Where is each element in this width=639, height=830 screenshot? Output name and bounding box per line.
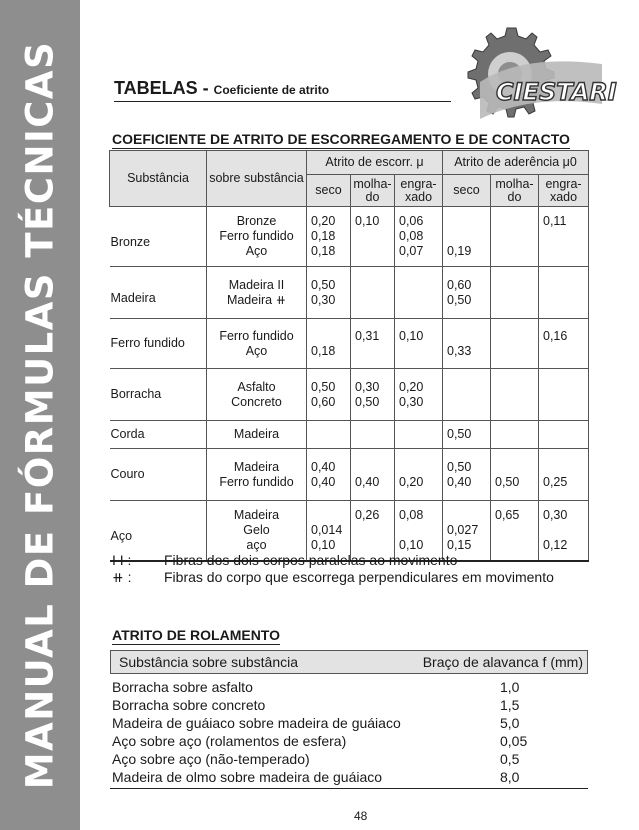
over-substance: Bronze: [236, 214, 277, 228]
slide-wet-cell: [351, 319, 395, 369]
coefficient-value: [495, 214, 536, 229]
friction-row: [110, 319, 589, 369]
over-substance: Gelo: [243, 522, 270, 537]
group-adhesion-friction: Atrito de aderência μ0: [443, 151, 589, 175]
legend-row: [112, 569, 554, 586]
coefficient-value: [399, 427, 440, 442]
header-rule: [114, 101, 451, 102]
friction-table: [109, 150, 589, 562]
over-substance: Concreto: [231, 394, 282, 409]
coefficient-value: 0,60: [311, 394, 336, 409]
sub-wet: molha-do: [491, 175, 539, 207]
coefficient-value: 0,10: [311, 537, 336, 552]
rolling-value: 8,0: [500, 769, 520, 785]
coefficient-value: [543, 460, 586, 475]
coefficient-value: [495, 278, 536, 293]
coefficient-value: 0,50: [447, 459, 472, 474]
coefficient-value: [495, 380, 536, 395]
legend-text: Fibras do corpo que escorrega perpendiculares em movimento: [164, 569, 554, 585]
coefficient-value: [543, 523, 586, 538]
coefficient-value: 0,31: [355, 328, 380, 343]
manual-title: MANUAL DE FÓRMULAS TÉCNICAS: [18, 40, 62, 790]
coefficient-value: [311, 329, 348, 344]
coefficient-value: [355, 278, 392, 293]
coefficient-value: 0,20: [311, 214, 336, 228]
coefficient-value: 0,18: [311, 244, 336, 258]
fiber-legend: [112, 552, 554, 586]
col-substance: Substância: [110, 151, 207, 207]
coefficient-value: [399, 278, 440, 293]
slide-dry-cell: [307, 267, 351, 319]
legend-text: Fibras dos dois corpos paralelas ao movimento: [164, 552, 458, 568]
coefficient-value: [399, 293, 440, 308]
over-substance: Madeira: [233, 459, 280, 474]
slide-dry-cell: [307, 207, 351, 267]
over-substance-cell: [207, 267, 307, 319]
coefficient-value: [495, 460, 536, 475]
over-substance: Aço: [245, 343, 268, 358]
coefficient-value: 0,20: [399, 379, 424, 394]
friction-row: [110, 449, 589, 501]
rolling-row: [110, 750, 588, 768]
rolling-col-substance: Substância sobre substância: [119, 654, 298, 670]
slide-dry-cell: [307, 369, 351, 421]
friction-row: [110, 267, 589, 319]
adh-dry-cell: [443, 421, 491, 449]
coefficient-value: [447, 214, 488, 229]
rolling-row: [110, 678, 588, 696]
coefficient-value: [447, 395, 488, 410]
adh-dry-cell: [443, 369, 491, 421]
adh-wet-cell: [491, 319, 539, 369]
coefficient-value: 0,40: [355, 474, 380, 489]
section-header: [114, 78, 329, 99]
cestari-logo: [452, 24, 617, 134]
coefficient-value: [355, 229, 392, 244]
rolling-value: 5,0: [500, 715, 520, 731]
coefficient-value: 0,027: [447, 522, 479, 537]
coefficient-value: 0,30: [355, 379, 380, 394]
coefficient-value: [543, 278, 586, 293]
rolling-row: [110, 714, 588, 732]
rolling-header: [110, 650, 588, 674]
coefficient-value: 0,014: [311, 522, 343, 537]
substance-cell: Madeira: [110, 267, 207, 319]
adh-wet-cell: [491, 369, 539, 421]
adh-wet-cell: [491, 421, 539, 449]
coefficient-value: [399, 344, 440, 359]
rolling-value: 0,5: [500, 751, 520, 767]
coefficient-value: 0,65: [495, 507, 520, 522]
adh-greased-cell: [539, 449, 589, 501]
coefficient-value: [355, 460, 392, 475]
coefficient-value: [355, 427, 392, 442]
over-substance: Aço: [245, 244, 268, 258]
coefficient-value: 0,50: [311, 379, 336, 394]
coefficient-value: [495, 229, 536, 244]
sub-wet: molha-do: [351, 175, 395, 207]
coefficient-value: 0,06: [399, 214, 424, 228]
slide-dry-cell: [307, 449, 351, 501]
coefficient-value: 0,10: [399, 537, 424, 552]
coefficient-value: 0,40: [447, 474, 472, 489]
over-substance: Madeira ⧺: [226, 292, 287, 307]
coefficient-value: [543, 229, 586, 244]
slide-greased-cell: [395, 421, 443, 449]
rolling-substance: Aço sobre aço (não-temperado): [112, 751, 310, 767]
coefficient-value: [495, 244, 536, 259]
coefficient-value: 0,40: [311, 459, 336, 474]
header-title: TABELAS -: [114, 78, 214, 98]
coefficient-value: 0,26: [355, 507, 380, 522]
slide-greased-cell: [395, 207, 443, 267]
coefficient-value: [311, 508, 348, 523]
coefficient-value: [543, 427, 586, 442]
page-number: 48: [354, 809, 368, 823]
slide-wet-cell: [351, 369, 395, 421]
coefficient-value: [399, 460, 440, 475]
coefficient-value: [355, 523, 392, 538]
perpendicular-fiber-symbol: ⧺ :: [112, 569, 132, 585]
substance-cell: Borracha: [110, 369, 207, 421]
adh-wet-cell: [491, 449, 539, 501]
coefficient-value: 0,08: [399, 507, 424, 522]
logo-wordmark: CIESTARI: [496, 78, 617, 106]
over-substance-cell: [207, 319, 307, 369]
coefficient-value: 0,12: [543, 537, 568, 552]
adh-greased-cell: [539, 369, 589, 421]
friction-row: [110, 421, 589, 449]
rolling-row: [110, 696, 588, 714]
adh-dry-cell: [443, 449, 491, 501]
adh-greased-cell: [539, 207, 589, 267]
over-substance: aço: [246, 537, 267, 552]
over-substance: Ferro fundido: [219, 229, 294, 243]
coefficient-value: [495, 329, 536, 344]
over-substance-cell: [207, 421, 307, 449]
coefficient-value: 0,33: [447, 343, 472, 358]
coefficient-value: [311, 427, 348, 442]
coefficient-value: [543, 380, 586, 395]
coefficient-value: 0,18: [311, 229, 336, 243]
adh-wet-cell: [491, 207, 539, 267]
over-substance: Madeira: [233, 507, 280, 522]
rolling-bottom-rule: [110, 788, 588, 789]
coefficient-value: [355, 293, 392, 308]
coefficient-value: 0,60: [447, 277, 472, 292]
adh-greased-cell: [539, 319, 589, 369]
slide-greased-cell: [395, 319, 443, 369]
rolling-table: [110, 650, 588, 789]
adh-greased-cell: [539, 421, 589, 449]
rolling-row: [110, 732, 588, 750]
coefficient-value: [543, 344, 586, 359]
coefficient-value: [543, 244, 586, 259]
rolling-title: ATRITO DE ROLAMENTO: [112, 627, 280, 643]
legend-row: [112, 552, 554, 569]
coefficient-value: 0,50: [447, 292, 472, 307]
coefficient-value: 0,20: [399, 474, 424, 489]
slide-dry-cell: [307, 319, 351, 369]
substance-cell: Bronze: [110, 207, 207, 267]
over-substance: Ferro fundido: [219, 328, 294, 343]
coefficient-value: 0,10: [399, 328, 424, 343]
adh-dry-cell: [443, 267, 491, 319]
coefficient-value: 0,08: [399, 229, 424, 243]
over-substance: Asfalto: [237, 379, 276, 394]
coefficient-value: [447, 380, 488, 395]
substance-cell: Corda: [110, 421, 207, 449]
slide-wet-cell: [351, 421, 395, 449]
coefficient-value: 0,50: [495, 474, 520, 489]
coefficient-value: 0,18: [311, 343, 336, 358]
coefficient-value: 0,30: [399, 394, 424, 409]
coefficient-value: 0,16: [543, 328, 568, 343]
slide-wet-cell: [351, 267, 395, 319]
coefficient-value: [355, 344, 392, 359]
col-over-substance: sobre substância: [207, 151, 307, 207]
over-substance: Madeira: [233, 427, 280, 441]
over-substance-cell: [207, 369, 307, 421]
adh-greased-cell: [539, 267, 589, 319]
adh-wet-cell: [491, 267, 539, 319]
rolling-value: 1,5: [500, 697, 520, 713]
side-band: [0, 0, 80, 830]
coefficient-value: 0,30: [311, 292, 336, 307]
coefficient-value: [355, 244, 392, 259]
rolling-col-lever: Braço de alavanca f (mm): [422, 654, 583, 670]
substance-cell: Aço: [110, 501, 207, 561]
group-sliding-friction: Atrito de escorr. μ: [307, 151, 443, 175]
coefficient-value: 0,10: [355, 214, 380, 228]
coefficient-value: [447, 508, 488, 523]
sub-greased: engra-xado: [539, 175, 589, 207]
coefficient-value: 0,50: [311, 277, 336, 292]
rolling-substance: Madeira de olmo sobre madeira de guáiaco: [112, 769, 383, 785]
slide-wet-cell: [351, 207, 395, 267]
coefficient-value: 0,19: [447, 244, 472, 258]
coefficient-value: [355, 538, 392, 553]
coefficient-value: 0,15: [447, 537, 472, 552]
slide-greased-cell: [395, 369, 443, 421]
coefficient-value: 0,25: [543, 474, 568, 489]
friction-row: [110, 369, 589, 421]
coefficient-value: 0,50: [447, 427, 472, 441]
over-substance-cell: [207, 207, 307, 267]
sub-greased: engra-xado: [395, 175, 443, 207]
coefficient-value: [399, 523, 440, 538]
over-substance: Madeira II: [228, 277, 285, 292]
rolling-value: 0,05: [500, 733, 528, 749]
friction-row: [110, 207, 589, 267]
substance-cell: Ferro fundido: [110, 319, 207, 369]
coefficient-value: 0,30: [543, 507, 568, 522]
slide-dry-cell: [307, 421, 351, 449]
slide-greased-cell: [395, 449, 443, 501]
coefficient-value: [543, 293, 586, 308]
header-subtitle: Coeficiente de atrito: [213, 83, 330, 97]
over-substance-cell: [207, 449, 307, 501]
coefficient-value: [447, 329, 488, 344]
rolling-substance: Borracha sobre asfalto: [112, 679, 253, 695]
slide-wet-cell: [351, 449, 395, 501]
coefficient-value: 0,11: [543, 214, 567, 228]
friction-title: COEFICIENTE DE ATRITO DE ESCORREGAMENTO E DE CONTACTO: [112, 131, 570, 147]
rolling-row: [110, 768, 588, 786]
adh-dry-cell: [443, 319, 491, 369]
coefficient-value: 0,07: [399, 244, 424, 258]
parallel-fiber-symbol: I I :: [112, 552, 132, 568]
coefficient-value: [447, 229, 488, 244]
slide-greased-cell: [395, 267, 443, 319]
coefficient-value: [495, 344, 536, 359]
rolling-substance: Madeira de guáiaco sobre madeira de guáiaco: [112, 715, 401, 731]
sub-dry: seco: [443, 175, 491, 207]
sub-dry: seco: [307, 175, 351, 207]
coefficient-value: 0,50: [355, 394, 380, 409]
coefficient-value: [495, 538, 536, 553]
coefficient-value: [543, 395, 586, 410]
coefficient-value: [495, 293, 536, 308]
substance-cell: Couro: [110, 449, 207, 501]
coefficient-value: [495, 523, 536, 538]
coefficient-value: 0,40: [311, 474, 336, 489]
rolling-substance: Borracha sobre concreto: [112, 697, 266, 713]
rolling-value: 1,0: [500, 679, 520, 695]
coefficient-value: [495, 427, 536, 442]
rolling-substance: Aço sobre aço (rolamentos de esfera): [112, 733, 347, 749]
over-substance: Ferro fundido: [219, 474, 294, 489]
adh-dry-cell: [443, 207, 491, 267]
coefficient-value: [495, 395, 536, 410]
